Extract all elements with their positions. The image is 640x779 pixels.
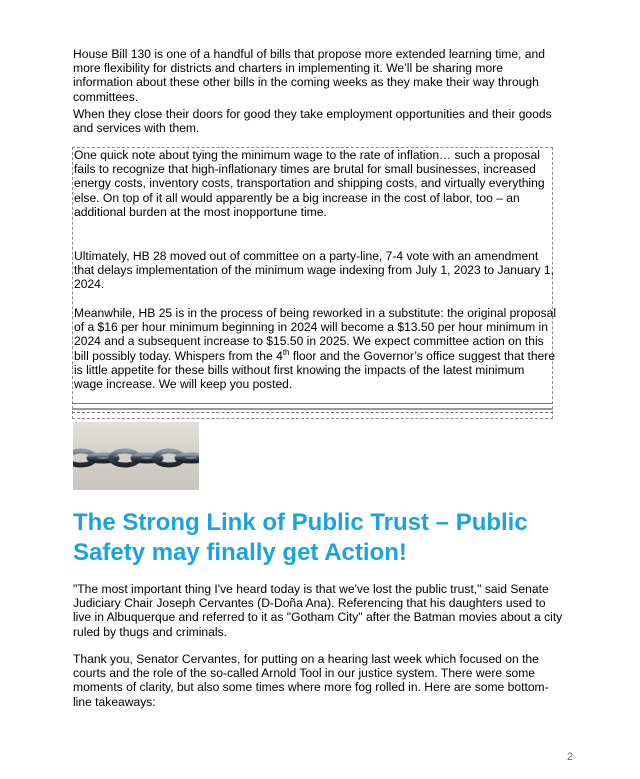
article-headline: The Strong Link of Public Trust – Public Safety may finally get Action! [73,509,528,566]
article-paragraph-cervantes-quote: "The most important thing I've heard today is that we've lost the public trust," said Senate Judiciary Chair Joseph Cervantes (D-Doña Ana). Referencing that his daughters used to live in Albuquerque and referred to it as "Gotham City" after the Batman movies about a city ruled by thugs and criminals. [73,582,563,639]
separator-line [72,408,553,410]
textbox-paragraph-inflation: One quick note about tying the minimum wage to the rate of inflation… such a proposal fails to recognize that high-inflationary times are brutal for small businesses, increased energy costs, inventory costs, transportation and shipping costs, and virtually everything else. On top of it all would apparently be a big increase in the cost of labor, too – an additional burden at the most inopportune time. [74,148,545,219]
hb25-text-after: floor and the Governor’s office suggest that there is little appetite for these bills without first knowing the impacts of the latest minimum wage increase. We will keep you posted. [74,348,556,392]
separator-line [72,403,553,404]
separator-line [72,412,553,413]
minimum-wage-text-box[interactable] [72,147,557,419]
floor-ordinal-suffix: th [282,347,290,357]
page-number: 2 [567,751,574,763]
article-paragraph-takeaways: Thank you, Senator Cervantes, for putting on a hearing last week which focused on the courts and the role of the so-called Arnold Tool in our justice system. There were some moments of clarity, but also some times where more fog rolled in. Here are some bottom-line takeaways: [73,652,549,709]
body-paragraph-employment: When they close their doors for good they take employment opportunities and their goods and services with them. [73,107,552,136]
body-paragraph-house-bill-130: House Bill 130 is one of a handful of bills that propose more extended learning time, and more flexibility for districts and charters in implementing it. We’ll be sharing more information about these other bills in the coming weeks as they make their way through committees. [73,47,545,104]
chain-link-photo [73,422,199,490]
textbox-paragraph-hb28: Ultimately, HB 28 moved out of committee on a party-line, 7-4 vote with an amendment that delays implementation of the minimum wage indexing from July 1, 2023 to January 1, 2024. [74,249,554,292]
hb25-text-before: Meanwhile, HB 25 is in the process of being reworked in a substitute: the original proposal of a $16 per hour minimum beginning in 2024 will become a $13.50 per hour minimum in 2024 and a subsequent increase to $15.50 in 2025. We expect committee action on this bill possibly today. Whispers from the 4 [74,306,557,363]
textbox-paragraph-hb25 [74,306,556,391]
